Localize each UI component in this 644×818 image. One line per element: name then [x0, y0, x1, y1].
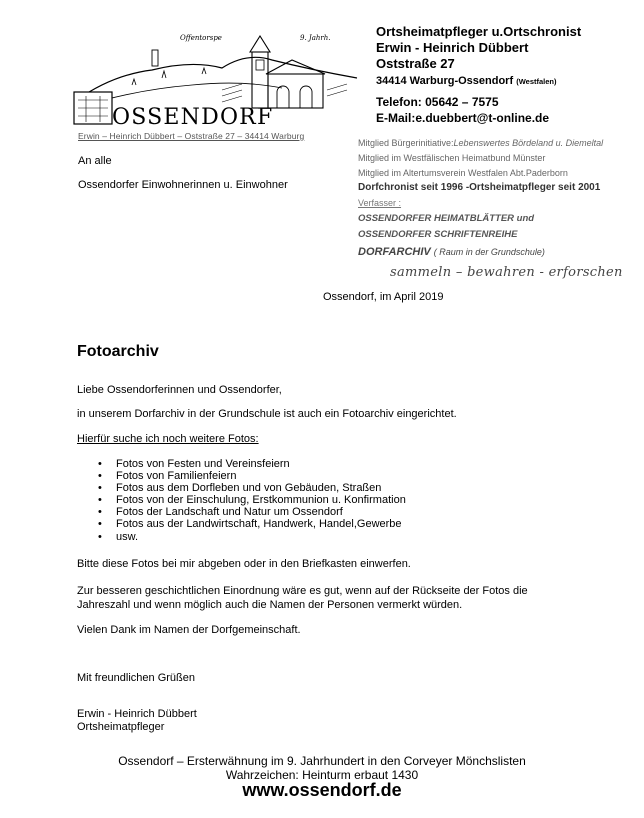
list-item: • Fotos aus der Landwirtschaft, Handwerk, Handel,Gewerbe: [98, 518, 406, 530]
footer-history: Ossendorf – Ersterwähnung im 9. Jahrhundert in den Corveyer Mönchslisten: [118, 754, 526, 768]
greeting: Liebe Ossendorferinnen und Ossendorfer,: [77, 384, 282, 396]
closing: Mit freundlichen Grüßen: [77, 672, 195, 684]
list-item: • Fotos von der Einschulung, Erstkommunion u. Konfirmation: [98, 494, 406, 506]
list-item: • Fotos der Landschaft und Natur um Ossendorf: [98, 506, 406, 518]
membership-2: Mitglied im Westfälischen Heimatbund Münster: [358, 153, 546, 163]
recipient-line2: Ossendorfer Einwohnerinnen u. Einwohner: [78, 179, 288, 191]
header-street: Oststraße 27: [376, 56, 455, 71]
dorfarchiv-note: ( Raum in der Grundschule): [433, 247, 545, 257]
paragraph-thanks: Vielen Dank im Namen der Dorfgemeinschaft.: [77, 624, 301, 636]
header-city: [376, 73, 557, 90]
logo-annotation-right: 9. Jahrh.: [300, 34, 331, 42]
membership-1-prefix: Mitglied Bürgerinitiative:: [358, 138, 454, 148]
list-item: • Fotos von Festen und Vereinsfeiern: [98, 458, 406, 470]
footer-landmark: Wahrzeichen: Heinturm erbaut 1430: [225, 768, 419, 782]
paragraph-backside-line2: Jahreszahl und wenn möglich auch die Namen der Personen vermerkt würden.: [77, 599, 463, 611]
header-city-suffix: (Westfalen): [516, 77, 557, 86]
paragraph-backside-line1: Zur besseren geschichtlichen Einordnung wäre es gut, wenn auf der Rückseite der Fotos die: [77, 585, 528, 597]
list-item: • Fotos aus dem Dorfleben und von Gebäuden, Straßen: [98, 482, 406, 494]
header-name: Erwin - Heinrich Dübbert: [376, 40, 529, 55]
dorfarchiv-line: [358, 246, 545, 258]
membership-3: Mitglied im Altertumsverein Westfalen Abt.Paderborn: [358, 168, 568, 178]
chronist-line: Dorfchronist seit 1996 -Ortsheimatpfleger seit 2001: [358, 182, 601, 193]
motto: sammeln – bewahren - erforschen: [390, 265, 623, 280]
membership-1-italic: Lebenswertes Bördeland u. Diemeltal: [453, 138, 604, 148]
paragraph-drop-off: Bitte diese Fotos bei mir abgeben oder in den Briefkasten einwerfen.: [77, 558, 411, 570]
signature-title: Ortsheimatpfleger: [77, 721, 165, 733]
header-email[interactable]: E-Mail:e.duebbert@t-online.de: [376, 111, 550, 125]
list-item: • usw.: [98, 531, 406, 543]
series-2: OSSENDORFER SCHRIFTENREIHE: [358, 229, 518, 240]
header-title: Ortsheimatpfleger u.Ortschronist: [376, 24, 582, 39]
search-heading: Hierfür suche ich noch weitere Fotos:: [77, 433, 259, 445]
logo-name: OSSENDORF: [112, 105, 274, 130]
sender-return-line: Erwin – Heinrich Dübbert – Oststraße 27 – 34414 Warburg: [78, 131, 305, 141]
membership-1: [358, 138, 603, 148]
header-city-text: 34414 Warburg-Ossendorf: [376, 75, 514, 87]
logo-annotation-left: Offentorspe: [180, 34, 222, 42]
letter-date: Ossendorf, im April 2019: [323, 291, 444, 303]
series-1: OSSENDORFER HEIMATBLÄTTER und: [358, 213, 535, 224]
village-sketch-illustration: [72, 30, 362, 130]
photo-wishlist: [98, 458, 406, 543]
footer-url[interactable]: www.ossendorf.de: [242, 780, 402, 800]
verfasser-label: Verfasser :: [358, 198, 402, 208]
letter-title: Fotoarchiv: [77, 343, 159, 360]
signature-name: Erwin - Heinrich Dübbert: [77, 708, 197, 720]
list-item: • Fotos von Familienfeiern: [98, 470, 406, 482]
recipient-line1: An alle: [78, 155, 112, 167]
dorfarchiv-label: DORFARCHIV: [358, 246, 431, 258]
ossendorf-logo: [72, 30, 362, 130]
intro-paragraph: in unserem Dorfarchiv in der Grundschule ist auch ein Fotoarchiv eingerichtet.: [77, 408, 457, 420]
header-phone: Telefon: 05642 – 7575: [376, 95, 499, 109]
